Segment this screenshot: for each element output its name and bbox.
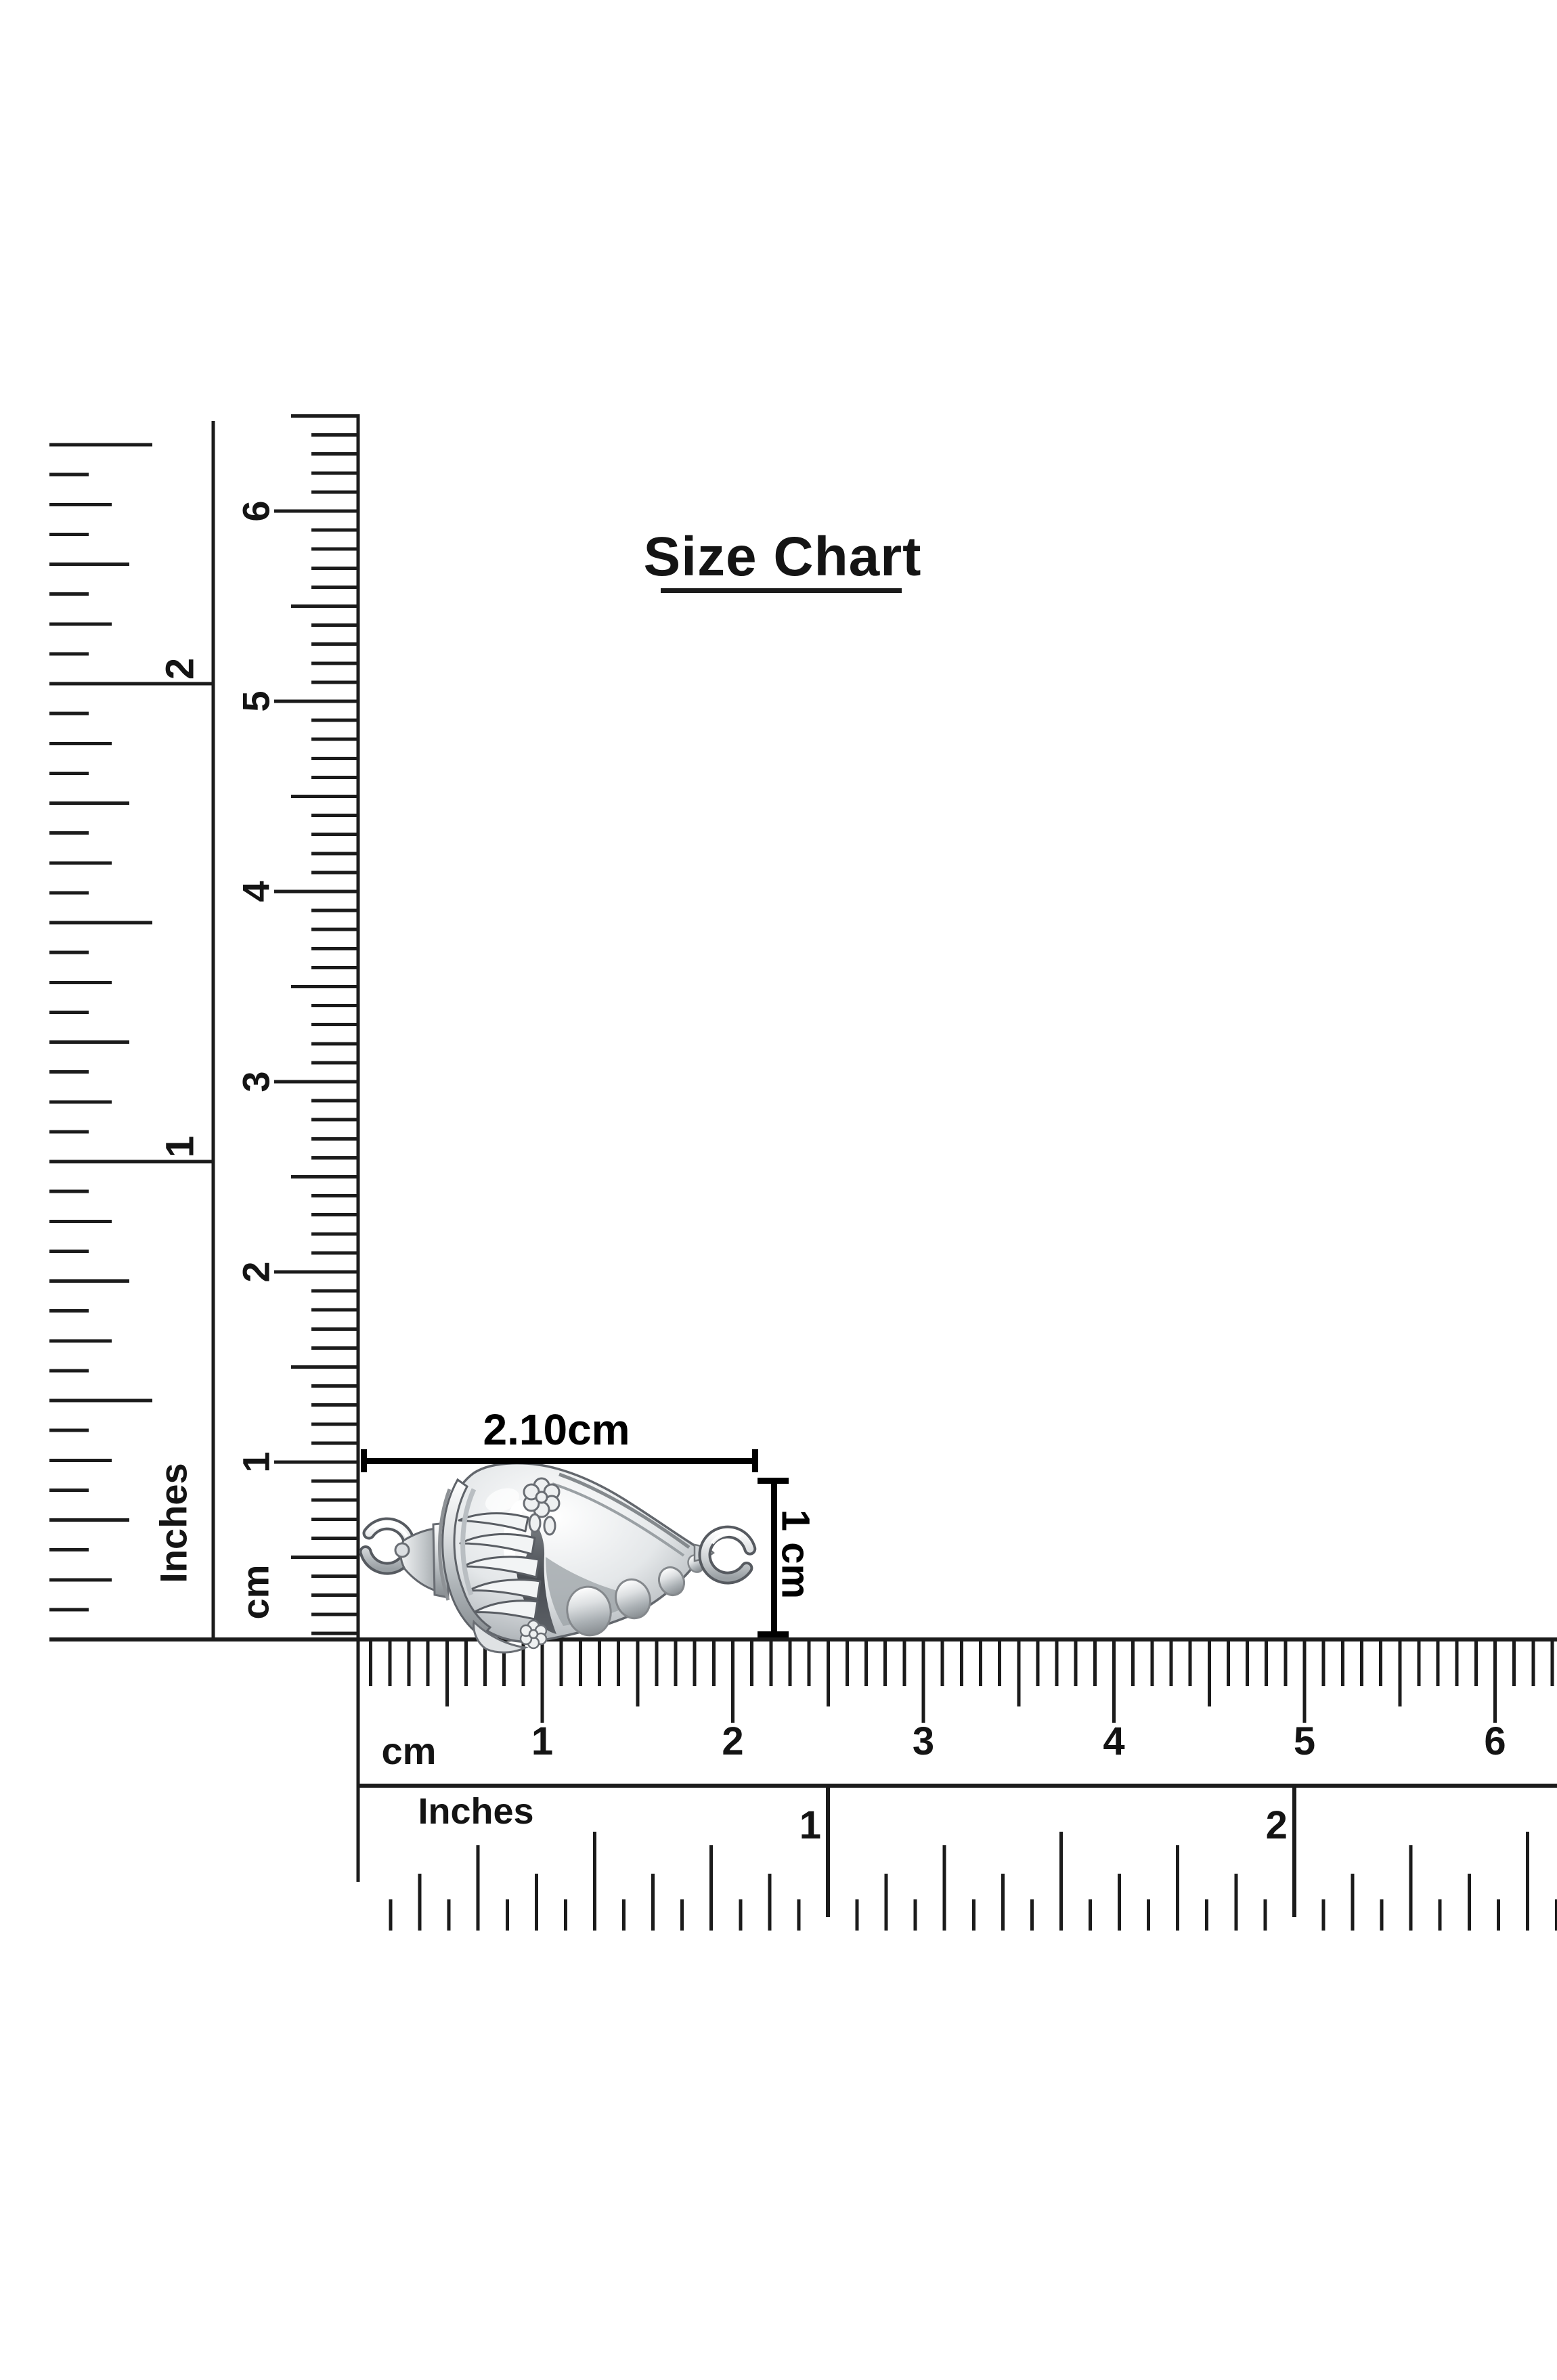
left-ruler xyxy=(49,414,358,1882)
bottom-ruler xyxy=(49,1639,1557,1931)
left-ruler-inch-label: 1 xyxy=(158,1135,202,1158)
left-ruler-cm-label: 4 xyxy=(234,881,278,902)
conch-shell-icon xyxy=(439,1463,714,1652)
bottom-ruler-cm-label: 2 xyxy=(722,1719,744,1763)
bottom-ruler-cm-label: 4 xyxy=(1103,1719,1125,1763)
bottom-ruler-inch-labels xyxy=(799,1803,1288,1847)
height-dimension-label: 1 cm xyxy=(773,1509,818,1600)
bottom-ruler-inch-ticks xyxy=(391,1788,1556,1931)
bottom-ruler-cm-labels xyxy=(531,1719,1506,1763)
bottom-ruler-cm-label: 3 xyxy=(912,1719,935,1763)
bottom-ruler-cm-unit: cm xyxy=(381,1729,437,1772)
left-ruler-cm-labels xyxy=(235,500,278,1472)
left-ruler-cm-label: 6 xyxy=(234,500,278,522)
left-ruler-inch-labels xyxy=(158,658,202,1158)
left-ruler-cm-unit: cm xyxy=(234,1564,277,1620)
left-ruler-inch-ticks xyxy=(49,445,212,1610)
title-underline xyxy=(661,588,902,593)
left-ruler-cm-label: 3 xyxy=(234,1071,278,1093)
left-ruler-cm-label: 1 xyxy=(234,1451,278,1473)
bottom-ruler-inch-label: 2 xyxy=(1265,1803,1288,1847)
bottom-ruler-inches-unit: Inches xyxy=(418,1791,534,1832)
left-ruler-cm-label: 5 xyxy=(234,690,278,712)
left-ruler-cm-label: 2 xyxy=(234,1261,278,1283)
width-dimension xyxy=(361,1405,758,1472)
height-dimension xyxy=(758,1478,818,1637)
bottom-ruler-cm-label: 6 xyxy=(1484,1719,1506,1763)
left-ruler-inch-label: 2 xyxy=(158,657,202,680)
bottom-ruler-inch-label: 1 xyxy=(799,1803,821,1847)
bottom-ruler-cm-label: 1 xyxy=(531,1719,554,1763)
left-ruler-inches-unit: Inches xyxy=(152,1463,195,1583)
shell-flower-bottom xyxy=(521,1621,546,1648)
bottom-ruler-cm-label: 5 xyxy=(1293,1719,1316,1763)
left-ruler-cm-ticks xyxy=(274,416,357,1633)
bottom-ruler-cm-ticks xyxy=(371,1641,1552,1723)
width-dimension-label: 2.10cm xyxy=(483,1405,630,1454)
page-title: Size Chart xyxy=(643,526,922,588)
chart-title xyxy=(644,526,922,593)
charm-illustration xyxy=(366,1463,750,1652)
